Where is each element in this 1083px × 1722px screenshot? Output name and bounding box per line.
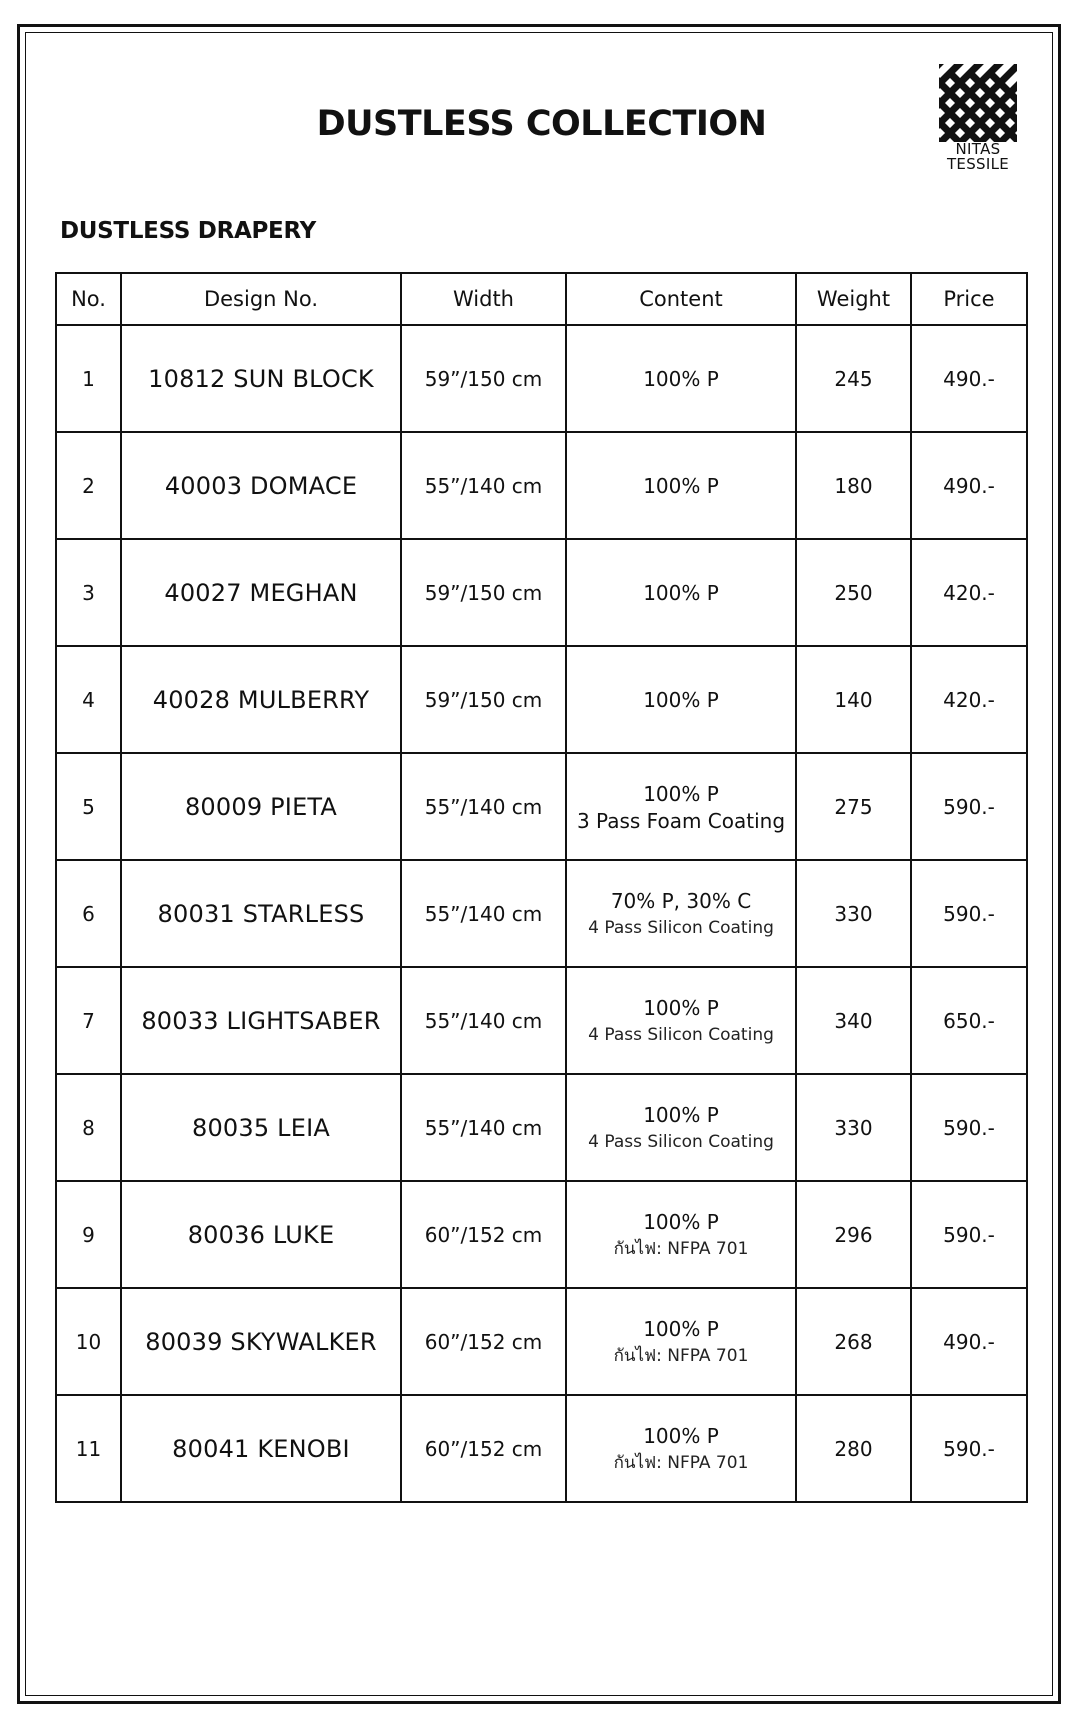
cell-content — [566, 1395, 796, 1502]
cell-price: 590.- — [911, 1074, 1027, 1181]
cell-width: 60”/152 cm — [401, 1181, 566, 1288]
content-main: 70% P, 30% C — [610, 888, 752, 913]
cell-weight: 330 — [796, 1074, 911, 1181]
cell-weight: 340 — [796, 967, 911, 1074]
cell-price: 650.- — [911, 967, 1027, 1074]
brand-logo — [934, 64, 1022, 172]
cell-width: 55”/140 cm — [401, 753, 566, 860]
cell-no: 8 — [56, 1074, 121, 1181]
table-row — [56, 967, 1027, 1074]
table-row — [56, 646, 1027, 753]
cell-design: 80033 LIGHTSABER — [121, 967, 401, 1074]
cell-content — [566, 860, 796, 967]
cell-width: 55”/140 cm — [401, 1074, 566, 1181]
table-row — [56, 325, 1027, 432]
cell-design: 80041 KENOBI — [121, 1395, 401, 1502]
table-row — [56, 1288, 1027, 1395]
cell-price: 490.- — [911, 1288, 1027, 1395]
cell-width: 59”/150 cm — [401, 325, 566, 432]
cell-content — [566, 646, 796, 753]
cell-content — [566, 1288, 796, 1395]
header-price: Price — [911, 273, 1027, 325]
cell-design: 40027 MEGHAN — [121, 539, 401, 646]
table-row — [56, 432, 1027, 539]
content-main: 100% P — [643, 781, 719, 806]
content-main: 100% P — [643, 1209, 719, 1234]
cell-design: 80031 STARLESS — [121, 860, 401, 967]
cell-weight: 268 — [796, 1288, 911, 1395]
cell-weight: 250 — [796, 539, 911, 646]
cell-price: 590.- — [911, 1181, 1027, 1288]
cell-price: 590.- — [911, 753, 1027, 860]
cell-price: 420.- — [911, 646, 1027, 753]
cell-content — [566, 753, 796, 860]
content-main: 100% P — [643, 473, 719, 498]
cell-design: 10812 SUN BLOCK — [121, 325, 401, 432]
cell-design: 80039 SKYWALKER — [121, 1288, 401, 1395]
cell-no: 9 — [56, 1181, 121, 1288]
cell-width: 60”/152 cm — [401, 1395, 566, 1502]
cell-design: 80009 PIETA — [121, 753, 401, 860]
content-main: 100% P — [643, 995, 719, 1020]
cell-price: 420.- — [911, 539, 1027, 646]
cell-price: 590.- — [911, 1395, 1027, 1502]
cell-design: 40028 MULBERRY — [121, 646, 401, 753]
cell-no: 5 — [56, 753, 121, 860]
cell-content — [566, 539, 796, 646]
cell-weight: 280 — [796, 1395, 911, 1502]
header-design: Design No. — [121, 273, 401, 325]
content-main: 100% P — [643, 687, 719, 712]
table-row — [56, 1395, 1027, 1502]
cell-width: 59”/150 cm — [401, 539, 566, 646]
header-no: No. — [56, 273, 121, 325]
table-row — [56, 753, 1027, 860]
cell-no: 7 — [56, 967, 121, 1074]
page-title: DUSTLESS COLLECTION — [316, 104, 767, 144]
table-row — [56, 1181, 1027, 1288]
table-row — [56, 860, 1027, 967]
cell-design: 80035 LEIA — [121, 1074, 401, 1181]
content-main: 100% P — [643, 1316, 719, 1341]
cell-no: 11 — [56, 1395, 121, 1502]
content-note: กันไฟ: NFPA 701 — [613, 1452, 749, 1473]
price-table — [55, 272, 1028, 1503]
content-note: กันไฟ: NFPA 701 — [613, 1238, 749, 1259]
content-main: 100% P — [643, 1102, 719, 1127]
header-width: Width — [401, 273, 566, 325]
cell-no: 3 — [56, 539, 121, 646]
cell-weight: 296 — [796, 1181, 911, 1288]
cell-no: 4 — [56, 646, 121, 753]
content-main: 100% P — [643, 580, 719, 605]
cell-width: 55”/140 cm — [401, 432, 566, 539]
content-note: กันไฟ: NFPA 701 — [613, 1345, 749, 1366]
table-header-row — [56, 273, 1027, 325]
cell-width: 55”/140 cm — [401, 860, 566, 967]
cell-design: 40003 DOMACE — [121, 432, 401, 539]
cell-weight: 180 — [796, 432, 911, 539]
cell-content — [566, 325, 796, 432]
content-main: 100% P — [643, 1423, 719, 1448]
cell-width: 60”/152 cm — [401, 1288, 566, 1395]
cell-no: 1 — [56, 325, 121, 432]
cell-no: 10 — [56, 1288, 121, 1395]
content-note: 4 Pass Silicon Coating — [588, 1131, 774, 1152]
cell-price: 490.- — [911, 325, 1027, 432]
cell-weight: 330 — [796, 860, 911, 967]
table-row — [56, 539, 1027, 646]
header-content: Content — [566, 273, 796, 325]
cell-content — [566, 1181, 796, 1288]
header-weight: Weight — [796, 273, 911, 325]
cell-weight: 275 — [796, 753, 911, 860]
cell-width: 59”/150 cm — [401, 646, 566, 753]
cell-width: 55”/140 cm — [401, 967, 566, 1074]
woven-pattern-icon — [939, 64, 1017, 142]
logo-text-line1: NITAS — [955, 140, 1001, 158]
cell-content — [566, 967, 796, 1074]
cell-no: 2 — [56, 432, 121, 539]
cell-weight: 245 — [796, 325, 911, 432]
content-note: 4 Pass Silicon Coating — [588, 917, 774, 938]
content-note: 4 Pass Silicon Coating — [588, 1024, 774, 1045]
cell-no: 6 — [56, 860, 121, 967]
cell-price: 590.- — [911, 860, 1027, 967]
content-main: 100% P — [643, 366, 719, 391]
cell-weight: 140 — [796, 646, 911, 753]
cell-design: 80036 LUKE — [121, 1181, 401, 1288]
logo-text-line2: TESSILE — [946, 155, 1010, 173]
cell-content — [566, 1074, 796, 1181]
content-note: 3 Pass Foam Coating — [576, 808, 786, 833]
section-title: DUSTLESS DRAPERY — [60, 218, 316, 244]
cell-price: 490.- — [911, 432, 1027, 539]
cell-content — [566, 432, 796, 539]
table-row — [56, 1074, 1027, 1181]
